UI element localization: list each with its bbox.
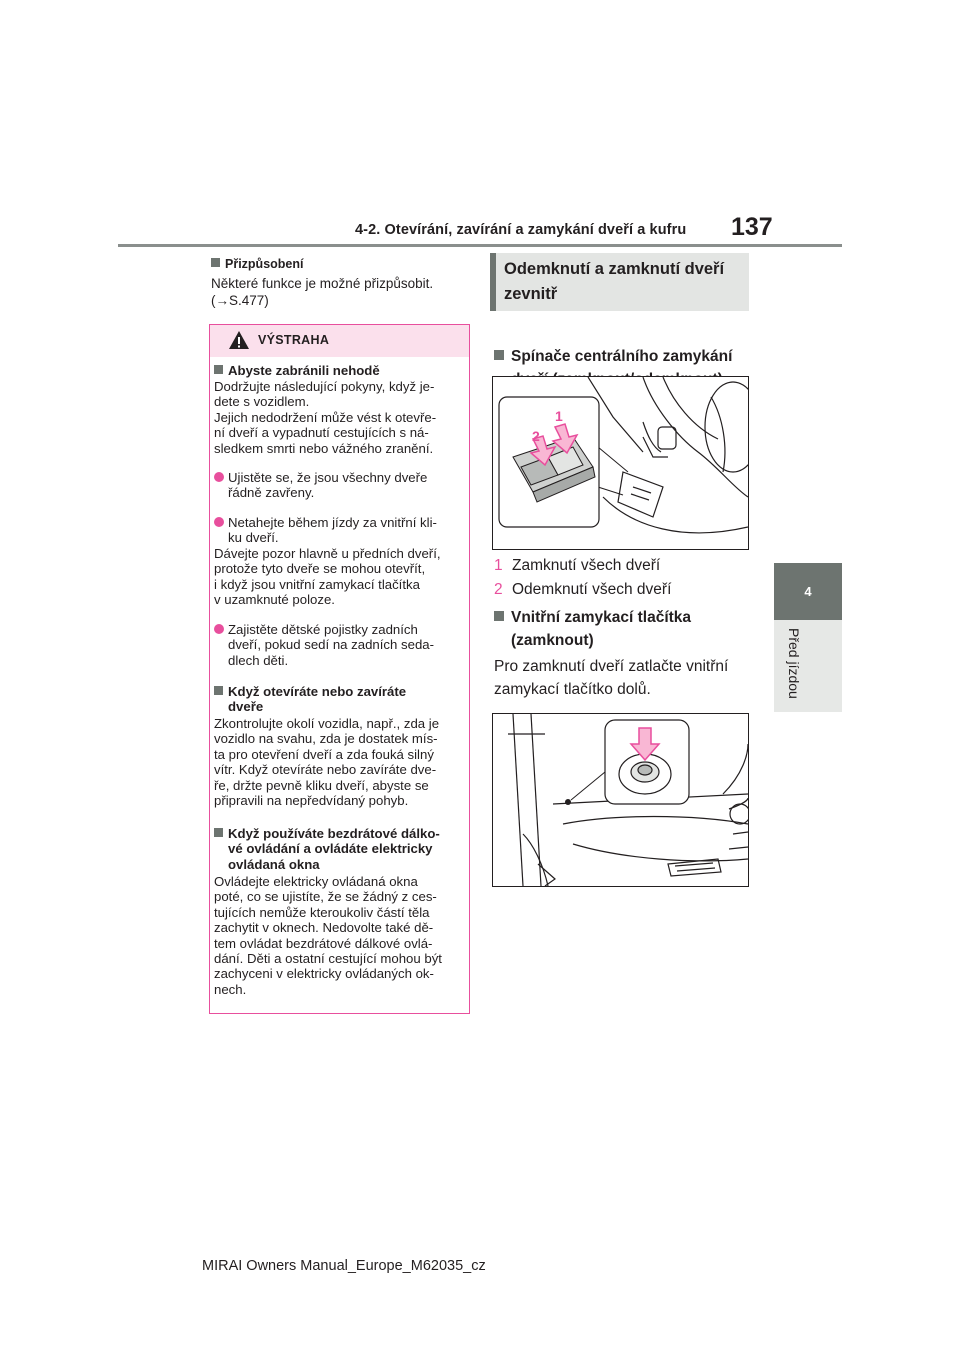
text-line: zachyceni v elektricky ovládaných ok- xyxy=(214,966,434,982)
text-line: dlech děti. xyxy=(228,652,289,668)
warning-paragraph-2 xyxy=(214,546,464,608)
text-line: Dodržujte následující pokyny, když je- xyxy=(214,379,435,394)
customization-heading-text: Přizpůsobení xyxy=(225,257,304,271)
text-line: připravili na nepředvídaný pohyb. xyxy=(214,793,409,809)
chapter-tab-label: Před jízdou xyxy=(786,628,802,699)
text-line: ku dveří. xyxy=(228,530,279,546)
text-line: vé ovládání a ovládáte elektricky xyxy=(228,841,433,857)
square-bullet-icon xyxy=(214,828,223,837)
warning-heading-opening xyxy=(214,684,464,715)
square-bullet-icon xyxy=(211,258,220,267)
text-line: Jejich nedodržení může vést k otevře- xyxy=(214,409,437,425)
header-rule xyxy=(118,244,842,247)
text-line: tem ovládat bezdrátové dálkové ovlá- xyxy=(214,935,433,951)
text-line: dání. Děti a ostatní cestující mohou být xyxy=(214,951,442,967)
warning-paragraph-1 xyxy=(214,379,464,456)
item-number: 2 xyxy=(494,581,503,598)
warning-bullet-child-locks xyxy=(214,622,464,668)
text-line: vítr. Když otevíráte nebo zavíráte dve- xyxy=(214,762,437,778)
text-line: vozidlo na svahu, zda je dostatek mís- xyxy=(214,731,438,747)
text-line: dveře xyxy=(228,699,264,715)
text-line: Když používáte bezdrátové dálko- xyxy=(228,826,440,841)
lock-buttons-text xyxy=(494,655,749,701)
callout-1: 1 xyxy=(555,408,563,424)
text-line: nech. xyxy=(214,981,247,997)
text-line: Zkontrolujte okolí vozidla, např., zda je xyxy=(214,716,440,731)
text-line: v uzamknuté poloze. xyxy=(214,592,335,608)
figure-inside-lock-button xyxy=(492,713,749,887)
warning-title: VÝSTRAHA xyxy=(258,333,330,347)
interior-door-illustration xyxy=(493,714,748,886)
text-line: tujících nemůže kteroukoliv částí těla xyxy=(214,904,430,920)
text-line: Odemknutí a zamknutí dveří xyxy=(504,260,725,278)
square-bullet-icon xyxy=(214,365,223,374)
warning-paragraph-4 xyxy=(214,874,464,997)
round-bullet-icon xyxy=(214,517,224,527)
text-line: Pro zamknutí dveří zatlačte vnitřní xyxy=(494,658,729,675)
customization-text-line: Některé funkce je možné přizpůsobit. xyxy=(211,276,434,291)
customization-heading xyxy=(211,257,303,271)
text-line: protože tyto dveře se mohou otevřít, xyxy=(214,561,426,577)
text-line: zamykací tlačítko dolů. xyxy=(494,681,651,698)
text-line: dveří, pokud sedí na zadních seda- xyxy=(228,637,435,653)
text-line: ta pro otevření dveří a zda fouká silný xyxy=(214,746,434,762)
round-bullet-icon xyxy=(214,624,224,634)
text-line: Dávejte pozor hlavně u předních dveří, xyxy=(214,546,441,561)
warning-triangle-icon xyxy=(228,330,250,350)
figure-central-lock-switch xyxy=(492,376,749,550)
item-number: 1 xyxy=(494,557,503,574)
text-line: zachytit v oknech. Nedovolte také dě- xyxy=(214,920,434,936)
door-panel-illustration xyxy=(493,377,748,549)
warning-heading-remote xyxy=(214,826,464,872)
warning-paragraph-3 xyxy=(214,716,464,808)
square-bullet-icon xyxy=(494,350,504,360)
text-line: i když jsou vnitřní zamykací tlačítka xyxy=(214,576,420,592)
callout-2: 2 xyxy=(532,428,540,444)
warning-heading-accident xyxy=(214,363,464,378)
text-line: Netahejte během jízdy za vnitřní kli- xyxy=(228,515,437,530)
square-bullet-icon xyxy=(494,611,504,621)
customization-text xyxy=(211,276,471,309)
text-line: Spínače centrálního zamykání xyxy=(511,348,733,365)
text-line: poté, co se ujistíte, že se žádný z ces- xyxy=(214,889,437,905)
text-line: Ujistěte se, že jsou všechny dveře xyxy=(228,470,428,485)
square-bullet-icon xyxy=(214,686,223,695)
text-line: ní dveří a vypadnutí cestujících s ná- xyxy=(214,425,429,441)
warning-bullet-handle xyxy=(214,515,464,546)
text-line: řádně zavřeny. xyxy=(228,485,315,501)
text-line: sledkem smrti nebo vážného zranění. xyxy=(214,440,434,456)
chapter-section-title: 4-2. Otevírání, zavírání a zamykání dveří a kufru xyxy=(355,222,687,238)
item-text: Zamknutí všech dveří xyxy=(512,557,661,574)
text-line: ře, držte pevně kliku dveří, abyste se xyxy=(214,777,429,793)
text-line: ovládaná okna xyxy=(228,856,320,872)
page-number: 137 xyxy=(731,213,773,241)
footer-text: MIRAI Owners Manual_Europe_M62035_cz xyxy=(202,1258,486,1274)
warning-heading-accident-text: Abyste zabránili nehodě xyxy=(228,363,380,378)
item-unlock-all xyxy=(494,578,749,601)
text-line: Vnitřní zamykací tlačítka xyxy=(511,609,692,626)
text-line: Když otevíráte nebo zavíráte xyxy=(228,684,407,699)
text-line: (zamknout) xyxy=(511,632,594,649)
item-text: Odemknutí všech dveří xyxy=(512,581,672,598)
chapter-tab-number: 4 xyxy=(804,584,812,599)
customization-page-ref: (→S.477) xyxy=(211,292,269,308)
text-line: zevnitř xyxy=(504,285,558,303)
warning-bullet-doors-closed xyxy=(214,470,464,501)
section-title xyxy=(504,257,744,307)
subheading-lock-buttons xyxy=(494,606,749,652)
text-line: Zajistěte dětské pojistky zadních xyxy=(228,622,418,637)
round-bullet-icon xyxy=(214,472,224,482)
item-lock-all xyxy=(494,554,749,577)
text-line: dete s vozidlem. xyxy=(214,394,310,410)
text-line: Ovládejte elektricky ovládaná okna xyxy=(214,874,418,889)
